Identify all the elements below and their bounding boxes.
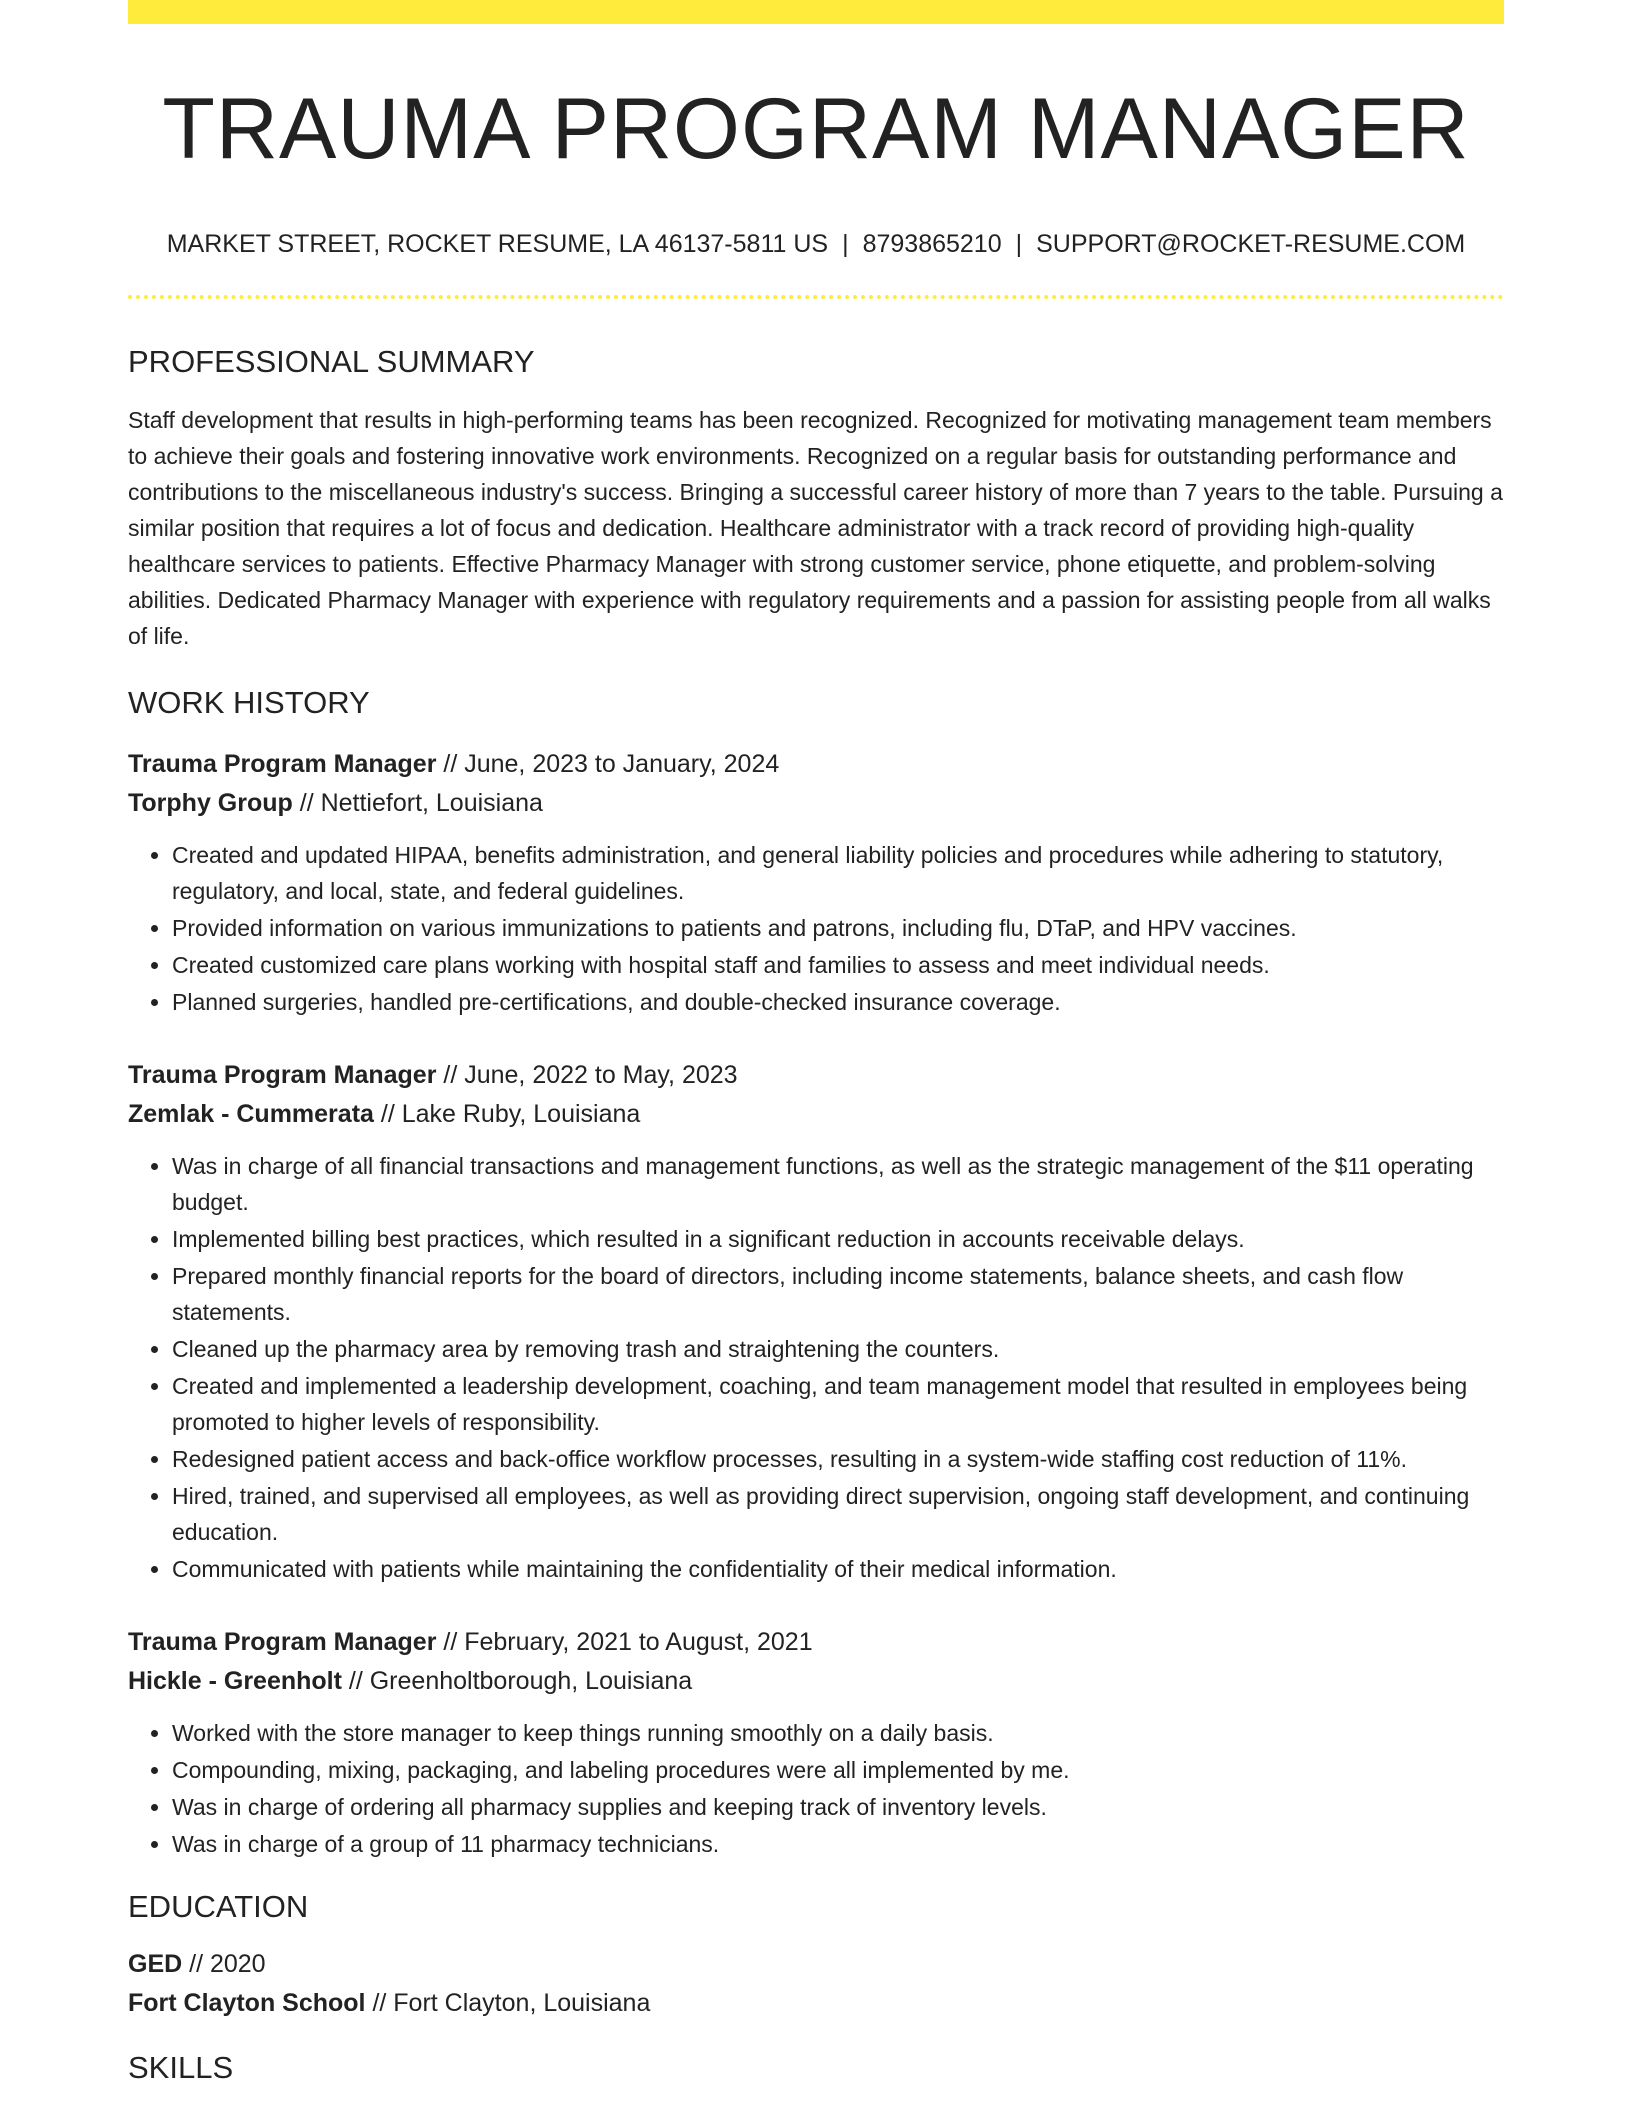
job-role-line: [128, 745, 1504, 784]
job-dates: // February, 2021 to August, 2021: [436, 1627, 813, 1656]
job-bullet: • Was in charge of ordering all pharmacy supplies and keeping track of inventory levels.: [172, 1789, 1504, 1825]
job-bullets: [128, 1148, 1504, 1587]
education-location: // Fort Clayton, Louisiana: [365, 1989, 651, 2018]
job-bullet: • Worked with the store manager to keep things running smoothly on a daily basis.: [172, 1715, 1504, 1751]
job-role: Trauma Program Manager: [128, 749, 437, 778]
job-bullet: • Compounding, mixing, packaging, and labeling procedures were all implemented by me.: [172, 1752, 1504, 1788]
job-dates: // June, 2023 to January, 2024: [436, 749, 780, 778]
summary-text: Staff development that results in high-performing teams has been recognized. Recognized for motivating management team members to achieve their goals and fostering innovative work environments. Recognized on a regular basis for outstanding performance and contributions to the miscellaneous industry's success. Bringing a successful career history of more than 7 years to the table. Pursuing a similar position that requires a lot of focus and dedication. Healthcare administrator with a track record of providing high-quality healthcare services to patients. Effective Pharmacy Manager with strong customer service, phone etiquette, and problem-solving abilities. Dedicated Pharmacy Manager with experience with regulatory requirements and a passion for assisting people from all walks of life.: [128, 406, 1503, 649]
education-degree-line: [128, 1945, 1504, 1984]
contact-line: [128, 229, 1504, 259]
contact-phone: 8793865210: [862, 229, 1002, 258]
job-company: Zemlak - Cummerata: [128, 1099, 374, 1128]
job-bullets: [128, 1715, 1504, 1862]
job-location: // Nettiefort, Louisiana: [292, 788, 543, 817]
job-company-line: [128, 1662, 1504, 1701]
dotted-divider: [128, 295, 1504, 299]
resume-title: TRAUMA PROGRAM MANAGER: [162, 81, 1470, 177]
education-school: Fort Clayton School: [128, 1989, 366, 2018]
job-bullet: • Communicated with patients while maintaining the confidentiality of their medical information.: [172, 1551, 1504, 1587]
contact-separator: |: [1015, 229, 1023, 258]
job-bullet: • Planned surgeries, handled pre-certifications, and double-checked insurance coverage.: [172, 984, 1504, 1020]
job-bullet: • Created customized care plans working with hospital staff and families to assess and meet individual needs.: [172, 947, 1504, 983]
job-role-line: [128, 1623, 1504, 1662]
job-bullet: • Provided information on various immunizations to patients and patrons, including flu, DTaP, and HPV vaccines.: [172, 910, 1504, 946]
section-title-work-history: WORK HISTORY: [128, 684, 370, 720]
job-bullet: • Was in charge of a group of 11 pharmacy technicians.: [172, 1826, 1504, 1862]
contact-email: SUPPORT@ROCKET-RESUME.COM: [1036, 229, 1466, 258]
job-entry: [128, 1623, 1504, 1862]
contact-address: MARKET STREET, ROCKET RESUME, LA 46137-5811 US: [166, 229, 829, 258]
job-bullet: • Created and updated HIPAA, benefits administration, and general liability policies and procedures while adhering to statutory, regulatory, and local, state, and federal guidelines.: [172, 837, 1504, 909]
job-role: Trauma Program Manager: [128, 1627, 437, 1656]
job-bullet: • Redesigned patient access and back-office workflow processes, resulting in a system-wide staffing cost reduction of 11%.: [172, 1441, 1504, 1477]
job-company-line: [128, 784, 1504, 823]
section-title-skills: SKILLS: [128, 2050, 234, 2086]
job-entry: [128, 745, 1504, 1020]
job-bullets: [128, 837, 1504, 1020]
education-entry: [128, 1945, 1504, 2023]
section-title-summary: PROFESSIONAL SUMMARY: [128, 343, 535, 379]
contact-separator: |: [842, 229, 849, 258]
education-school-line: [128, 1984, 1504, 2023]
job-role-line: [128, 1056, 1504, 1095]
job-dates: // June, 2022 to May, 2023: [436, 1060, 738, 1089]
accent-top-bar: [128, 0, 1504, 24]
job-company: Hickle - Greenholt: [128, 1666, 342, 1695]
job-bullet: • Prepared monthly financial reports for the board of directors, including income statements, balance sheets, and cash flow statements.: [172, 1258, 1504, 1330]
job-entry: [128, 1056, 1504, 1587]
job-location: // Greenholtborough, Louisiana: [341, 1666, 693, 1695]
job-bullet: • Hired, trained, and supervised all employees, as well as providing direct supervision, ongoing staff development, and continuing education.: [172, 1478, 1504, 1550]
job-company-line: [128, 1095, 1504, 1134]
job-company: Torphy Group: [128, 788, 293, 817]
education-degree: GED: [128, 1950, 183, 1979]
job-bullet: • Created and implemented a leadership development, coaching, and team management model that resulted in employees being promoted to higher levels of responsibility.: [172, 1368, 1504, 1440]
resume-page: [128, 0, 1504, 2086]
job-role: Trauma Program Manager: [128, 1060, 437, 1089]
job-bullet: • Implemented billing best practices, which resulted in a significant reduction in accounts receivable delays.: [172, 1221, 1504, 1257]
job-bullet: • Was in charge of all financial transactions and management functions, as well as the strategic management of the $11 operating budget.: [172, 1148, 1504, 1220]
education-year: // 2020: [182, 1950, 266, 1979]
section-title-education: EDUCATION: [128, 1888, 309, 1924]
job-bullet: • Cleaned up the pharmacy area by removing trash and straightening the counters.: [172, 1331, 1504, 1367]
job-location: // Lake Ruby, Louisiana: [373, 1099, 641, 1128]
